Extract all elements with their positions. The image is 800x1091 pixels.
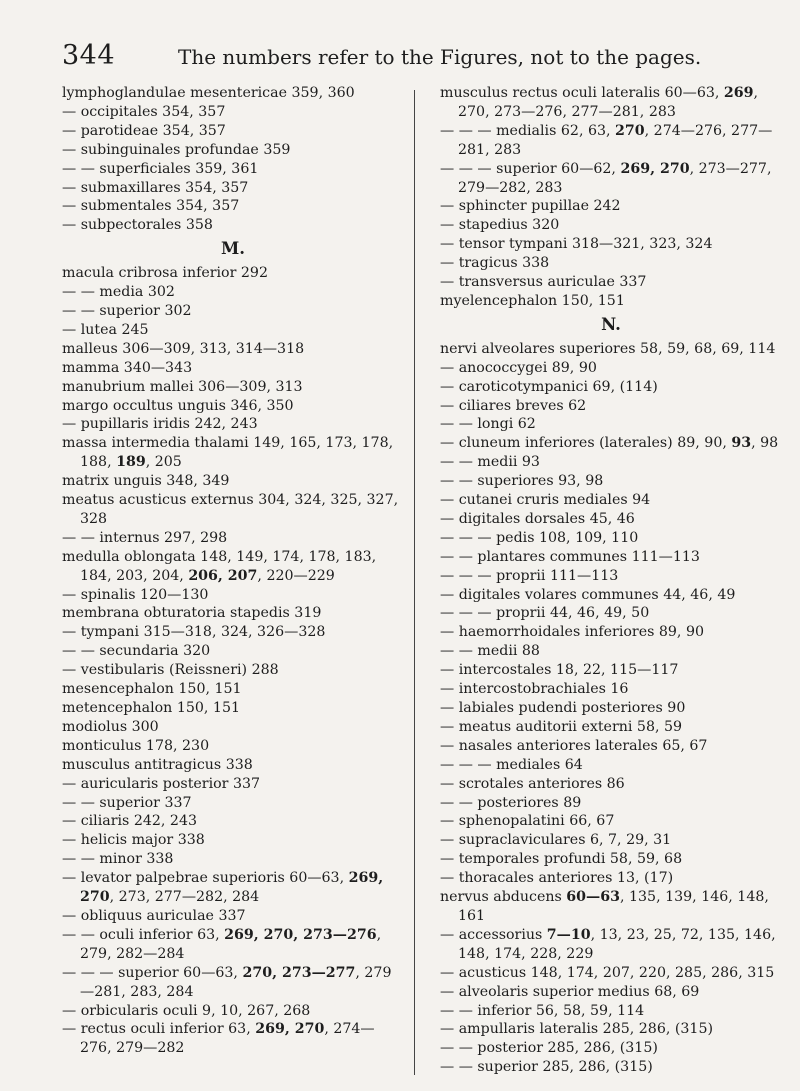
index-entry: macula cribrosa inferior 292	[62, 265, 268, 282]
index-entry: — accessorius 7—10, 13, 23, 25, 72, 135, 146, 148, 174, 228, 229	[440, 926, 776, 962]
index-entry: musculus rectus oculi lateralis 60—63, 269, 270, 273—276, 277—281, 283	[440, 85, 759, 120]
index-entry: matrix unguis 348, 349	[62, 473, 230, 490]
index-entry: — — superior 302	[62, 302, 192, 319]
index-entry: nervus abducens 60—63, 135, 139, 146, 148, 161	[440, 889, 769, 924]
index-entry: — — — pedis 108, 109, 110	[440, 529, 639, 546]
index-entry: modiolus 300	[62, 718, 159, 735]
index-entry: — — superior 285, 286, (315)	[440, 1059, 653, 1076]
index-entry: — — posteriores 89	[440, 794, 582, 811]
right-column	[440, 84, 782, 1077]
index-entry: — caroticotympanici 69, (114)	[440, 378, 658, 395]
index-entry: — anococcygei 89, 90	[440, 359, 597, 376]
index-entry: — — medii 88	[440, 643, 540, 660]
index-entry: meatus acusticus externus 304, 324, 325, 327, 328	[62, 492, 399, 527]
index-entry: — nasales anteriores laterales 65, 67	[440, 737, 708, 754]
index-entry: — lutea 245	[62, 321, 149, 338]
index-entry: — subinguinales profundae 359	[62, 141, 291, 158]
index-entry: — haemorrhoidales inferiores 89, 90	[440, 624, 705, 641]
index-entry: massa intermedia thalami 149, 165, 173, 178, 188, 189, 205	[62, 435, 394, 471]
index-entry: — spinalis 120—130	[62, 586, 209, 603]
bold-figure-refs: 269	[723, 85, 754, 101]
index-entry: — vestibularis (Reissneri) 288	[62, 662, 279, 679]
bold-figure-refs: 269, 270	[620, 160, 690, 177]
index-entry: — thoracales anteriores 13, (17)	[440, 870, 674, 887]
index-entry: — ciliaris 242, 243	[62, 813, 198, 830]
index-entry: — parotideae 354, 357	[62, 122, 226, 139]
index-entry: mesencephalon 150, 151	[62, 681, 242, 698]
index-entry: — — plantares communes 111—113	[440, 548, 700, 565]
section-letter: N.	[601, 314, 621, 334]
page-number: 344	[62, 40, 116, 71]
index-entry: musculus antitragicus 338	[62, 756, 253, 773]
index-entry: — — secundaria 320	[62, 643, 211, 660]
index-entry: — — inferior 56, 58, 59, 114	[440, 1002, 645, 1019]
index-entry: — labiales pudendi posteriores 90	[440, 700, 686, 716]
index-entry: — digitales dorsales 45, 46	[440, 510, 635, 527]
index-entry: membrana obturatoria stapedis 319	[62, 605, 322, 622]
index-entry: — sphenopalatini 66, 67	[440, 813, 615, 830]
index-entry: — — — proprii 44, 46, 49, 50	[440, 605, 650, 622]
index-entry: — submentales 354, 357	[62, 198, 240, 215]
index-columns	[62, 84, 782, 1077]
index-entry: — pupillaris iridis 242, 243	[62, 416, 258, 433]
index-entry: — obliquus auriculae 337	[62, 907, 246, 924]
index-entry: — rectus oculi inferior 63, 269, 270, 274—276, 279—282	[62, 1021, 375, 1057]
index-entry: — orbicularis oculi 9, 10, 267, 268	[62, 1002, 311, 1019]
index-entry: — — minor 338	[62, 851, 174, 868]
index-entry: — temporales profundi 58, 59, 68	[440, 851, 683, 868]
index-entry: — — — mediales 64	[440, 756, 583, 773]
index-entry: — intercostales 18, 22, 115—117	[440, 662, 679, 679]
index-entry: myelencephalon 150, 151	[440, 292, 625, 309]
index-entry: — — — medialis 62, 63, 270, 274—276, 277—281, 283	[440, 122, 773, 158]
index-entry: — — internus 297, 298	[62, 529, 228, 546]
index-entry: — — superficiales 359, 361	[62, 160, 259, 177]
index-entry: — auricularis posterior 337	[62, 775, 261, 792]
index-entry: — ciliares breves 62	[440, 397, 587, 414]
index-entry: — — — superior 60—62, 269, 270, 273—277, 279—282, 283	[440, 160, 772, 196]
index-entry: metencephalon 150, 151	[62, 700, 241, 716]
bold-figure-refs: 269, 270	[255, 1021, 325, 1038]
index-entry: — — media 302	[62, 284, 175, 301]
index-entry: — alveolaris superior medius 68, 69	[440, 983, 700, 1000]
index-entry: — — posterior 285, 286, (315)	[440, 1040, 658, 1057]
index-entry: — — superiores 93, 98	[440, 473, 604, 490]
index-entry: — subpectorales 358	[62, 217, 213, 234]
index-entry: — scrotales anteriores 86	[440, 775, 625, 792]
index-entry: — digitales volares communes 44, 46, 49	[440, 586, 736, 603]
index-entry: — stapedius 320	[440, 217, 560, 234]
bold-figure-refs: 206, 207	[188, 567, 258, 584]
running-head: The numbers refer to the Figures, not to the pages.	[178, 45, 702, 69]
bold-figure-refs: 269, 270, 273—276	[224, 926, 377, 943]
bold-figure-refs: 270	[615, 122, 645, 139]
index-entry: mamma 340—343	[62, 359, 193, 376]
index-entry: — — oculi inferior 63, 269, 270, 273—276, 279, 282—284	[62, 926, 382, 962]
index-entry: — transversus auriculae 337	[440, 274, 647, 291]
index-entry: — — longi 62	[440, 416, 536, 433]
bold-figure-refs: 93	[731, 435, 752, 452]
index-entry: — — — proprii 111—113	[440, 567, 619, 584]
index-entry: nervi alveolares superiores 58, 59, 68, 69, 114	[440, 340, 776, 357]
index-entry: — helicis major 338	[62, 832, 205, 849]
index-entry: — supraclaviculares 6, 7, 29, 31	[440, 832, 672, 849]
index-entry: — — medii 93	[440, 454, 540, 471]
bold-figure-refs: 270, 273—277	[242, 964, 356, 981]
index-entry: — meatus auditorii externi 58, 59	[440, 718, 683, 735]
index-entry: — tympani 315—318, 324, 326—328	[62, 624, 326, 641]
left-column	[62, 84, 404, 1077]
index-entry: margo occultus unguis 346, 350	[62, 397, 294, 414]
bold-figure-refs: 189	[116, 454, 146, 471]
section-letter: M.	[220, 239, 245, 259]
page-header	[62, 40, 762, 71]
index-entry: monticulus 178, 230	[62, 737, 210, 754]
index-entry: manubrium mallei 306—309, 313	[62, 378, 303, 395]
index-entry: medulla oblongata 148, 149, 174, 178, 183, 184, 203, 204, 206, 207, 220—229	[62, 548, 377, 584]
index-entry: — cutanei cruris mediales 94	[440, 492, 651, 509]
index-entry: — levator palpebrae superioris 60—63, 269, 270, 273, 277—282, 284	[62, 870, 384, 906]
bold-figure-refs: 7—10	[546, 926, 591, 943]
index-entry: — intercostobrachiales 16	[440, 681, 629, 698]
index-entry: malleus 306—309, 313, 314—318	[62, 340, 305, 357]
index-entry: — occipitales 354, 357	[62, 103, 226, 120]
bold-figure-refs: 269, 270	[80, 870, 384, 906]
index-entry: — ampullaris lateralis 285, 286, (315)	[440, 1021, 714, 1038]
index-entry: — acusticus 148, 174, 207, 220, 285, 286, 315	[440, 964, 775, 981]
index-entry: — — superior 337	[62, 794, 192, 811]
index-entry: — submaxillares 354, 357	[62, 179, 249, 196]
index-entry: — — — superior 60—63, 270, 273—277, 279—281, 283, 284	[62, 964, 392, 1000]
index-entry: lymphoglandulae mesentericae 359, 360	[62, 85, 355, 101]
bold-figure-refs: 60—63	[566, 889, 620, 906]
index-entry: — cluneum inferiores (laterales) 89, 90, 93, 98	[440, 435, 779, 452]
index-entry: — tragicus 338	[440, 255, 550, 272]
index-entry: — sphincter pupillae 242	[440, 198, 621, 215]
index-entry: — tensor tympani 318—321, 323, 324	[440, 236, 713, 253]
